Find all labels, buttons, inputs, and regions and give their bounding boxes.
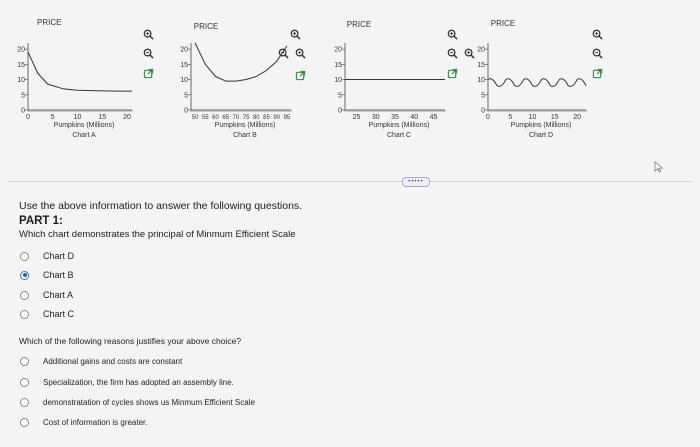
reason-option-3[interactable] bbox=[20, 395, 255, 409]
x-tick-label: 55 bbox=[201, 115, 209, 121]
option-label: demonstratation of cycles shows us Minmum Efficient Scale bbox=[43, 397, 255, 407]
zoom-out-button[interactable] bbox=[445, 46, 460, 61]
option-chart-d[interactable] bbox=[20, 249, 74, 263]
zoom-out-icon bbox=[447, 48, 458, 59]
y-tick-label: 0 bbox=[184, 107, 188, 115]
popout-button[interactable] bbox=[590, 66, 605, 81]
zoom-out-button[interactable] bbox=[141, 46, 156, 61]
zoom-in-icon bbox=[592, 29, 603, 40]
x-tick-label: 90 bbox=[273, 115, 281, 121]
x-tick-label: 5 bbox=[508, 114, 513, 121]
x-tick-label: 50 bbox=[191, 115, 199, 121]
radio-button[interactable] bbox=[20, 252, 29, 261]
y-tick-label: 0 bbox=[338, 107, 342, 115]
chart-caption: Chart C bbox=[386, 132, 412, 139]
x-tick-label: 10 bbox=[528, 114, 537, 121]
zoom-out-icon bbox=[278, 48, 289, 59]
zoom-out-button[interactable] bbox=[590, 46, 605, 61]
popout-button[interactable] bbox=[293, 68, 308, 83]
chart-title: PRICE bbox=[193, 22, 219, 31]
x-tick-label: 95 bbox=[283, 115, 291, 121]
y-tick-label: 15 bbox=[180, 61, 188, 69]
y-tick-label: 20 bbox=[334, 46, 342, 54]
y-tick-label: 10 bbox=[334, 77, 342, 85]
popout-icon bbox=[447, 68, 458, 79]
instructions-text: Use the above information to answer the following questions. bbox=[19, 200, 303, 212]
y-tick-label: 5 bbox=[21, 92, 25, 100]
radio-button-selected[interactable] bbox=[20, 271, 29, 280]
radio-button[interactable] bbox=[20, 310, 29, 319]
popout-icon bbox=[295, 70, 306, 81]
y-tick-label: 20 bbox=[477, 46, 485, 54]
chart-a-svg bbox=[8, 0, 158, 160]
zoom-in-button-2[interactable] bbox=[293, 46, 308, 61]
x-axis-label: Pumpkins (Millions) bbox=[53, 122, 115, 129]
x-tick-label: 5 bbox=[50, 114, 55, 121]
zoom-out-button[interactable] bbox=[276, 46, 291, 61]
question-2: Which of the following reasons justifies your above choice? bbox=[19, 336, 242, 346]
popout-icon bbox=[592, 68, 603, 79]
part-label: PART 1: bbox=[19, 215, 63, 227]
chart-card-a bbox=[8, 0, 158, 160]
radio-button[interactable] bbox=[20, 378, 29, 387]
zoom-in-button[interactable] bbox=[141, 27, 156, 42]
radio-button[interactable] bbox=[20, 357, 29, 366]
y-tick-label: 15 bbox=[477, 61, 485, 69]
zoom-in-icon bbox=[143, 29, 154, 40]
y-tick-label: 10 bbox=[17, 77, 25, 85]
y-tick-label: 5 bbox=[184, 92, 188, 100]
chart-card-b bbox=[173, 0, 323, 160]
option-label: Cost of information is greater. bbox=[43, 417, 148, 427]
chart-title: PRICE bbox=[346, 20, 372, 29]
x-tick-label: 75 bbox=[242, 115, 250, 121]
radio-button[interactable] bbox=[20, 291, 29, 300]
popout-button[interactable] bbox=[141, 66, 156, 81]
option-label: Chart D bbox=[43, 251, 75, 261]
reason-option-4[interactable] bbox=[20, 415, 148, 429]
question-1: Which chart demonstrates the principal of Minmum Efficient Scale bbox=[19, 229, 296, 240]
radio-button[interactable] bbox=[20, 418, 29, 427]
zoom-in-button[interactable] bbox=[288, 27, 303, 42]
section-divider bbox=[8, 181, 692, 182]
x-tick-label: 20 bbox=[123, 114, 131, 121]
x-tick-label: 35 bbox=[391, 114, 399, 121]
option-chart-b[interactable] bbox=[20, 268, 74, 282]
x-tick-label: 0 bbox=[486, 114, 490, 121]
x-tick-label: 80 bbox=[252, 115, 260, 121]
x-tick-label: 45 bbox=[429, 114, 438, 121]
y-tick-label: 10 bbox=[477, 77, 485, 85]
y-tick-label: 5 bbox=[481, 92, 485, 100]
reason-option-1[interactable] bbox=[20, 354, 182, 368]
zoom-out-icon bbox=[592, 48, 603, 59]
x-tick-label: 10 bbox=[73, 114, 82, 121]
popout-button[interactable] bbox=[445, 66, 460, 81]
x-tick-label: 20 bbox=[573, 114, 581, 121]
popout-icon bbox=[143, 68, 154, 79]
x-tick-label: 0 bbox=[26, 114, 30, 121]
x-tick-label: 15 bbox=[550, 114, 559, 121]
chart-card-d bbox=[470, 0, 620, 160]
zoom-in-icon bbox=[290, 29, 301, 40]
chart-caption: Chart D bbox=[528, 132, 554, 139]
zoom-in-icon bbox=[447, 29, 458, 40]
option-chart-c[interactable] bbox=[20, 307, 74, 321]
option-label: Additional gains and costs are constant bbox=[43, 356, 183, 366]
y-tick-label: 20 bbox=[180, 46, 188, 54]
price-curve bbox=[195, 43, 287, 81]
chart-title: PRICE bbox=[37, 18, 62, 27]
drag-handle[interactable]: ••••• bbox=[402, 177, 430, 187]
y-tick-label: 15 bbox=[17, 61, 25, 69]
reason-option-2[interactable] bbox=[20, 375, 234, 389]
x-tick-label: 40 bbox=[410, 114, 419, 121]
x-tick-label: 15 bbox=[98, 114, 107, 121]
x-axis-label: Pumpkins (Millions) bbox=[368, 122, 430, 129]
option-label: Chart C bbox=[43, 309, 75, 319]
x-tick-label: 25 bbox=[352, 114, 361, 121]
chart-card-c bbox=[325, 0, 475, 160]
y-tick-label: 0 bbox=[21, 107, 25, 115]
x-tick-label: 60 bbox=[212, 115, 219, 121]
x-tick-label: 65 bbox=[222, 115, 230, 121]
y-tick-label: 0 bbox=[481, 107, 485, 115]
x-tick-label: 85 bbox=[263, 115, 270, 121]
zoom-out-icon bbox=[143, 48, 154, 59]
y-tick-label: 15 bbox=[334, 61, 342, 69]
option-label: Specialization, the firm has adopted an assembly line. bbox=[43, 377, 234, 387]
x-tick-label: 30 bbox=[371, 114, 380, 121]
radio-button[interactable] bbox=[20, 398, 29, 407]
y-tick-label: 10 bbox=[180, 77, 188, 85]
option-chart-a[interactable] bbox=[20, 288, 73, 302]
y-tick-label: 5 bbox=[338, 92, 342, 100]
chart-caption: Chart B bbox=[233, 132, 257, 139]
zoom-in-button[interactable] bbox=[590, 27, 605, 42]
zoom-in-icon bbox=[295, 48, 306, 59]
x-tick-label: 70 bbox=[232, 115, 240, 121]
option-label: Chart B bbox=[43, 270, 74, 280]
y-tick-label: 20 bbox=[17, 46, 25, 54]
price-curve bbox=[488, 79, 586, 87]
price-curve bbox=[28, 52, 132, 91]
option-label: Chart A bbox=[43, 290, 74, 300]
chart-caption: Chart A bbox=[72, 132, 96, 139]
zoom-in-button[interactable] bbox=[445, 27, 460, 42]
x-axis-label: Pumpkins (Millions) bbox=[214, 122, 276, 129]
mouse-cursor-icon bbox=[654, 160, 664, 178]
x-axis-label: Pumpkins (Millions) bbox=[510, 122, 572, 129]
chart-title: PRICE bbox=[490, 19, 516, 28]
